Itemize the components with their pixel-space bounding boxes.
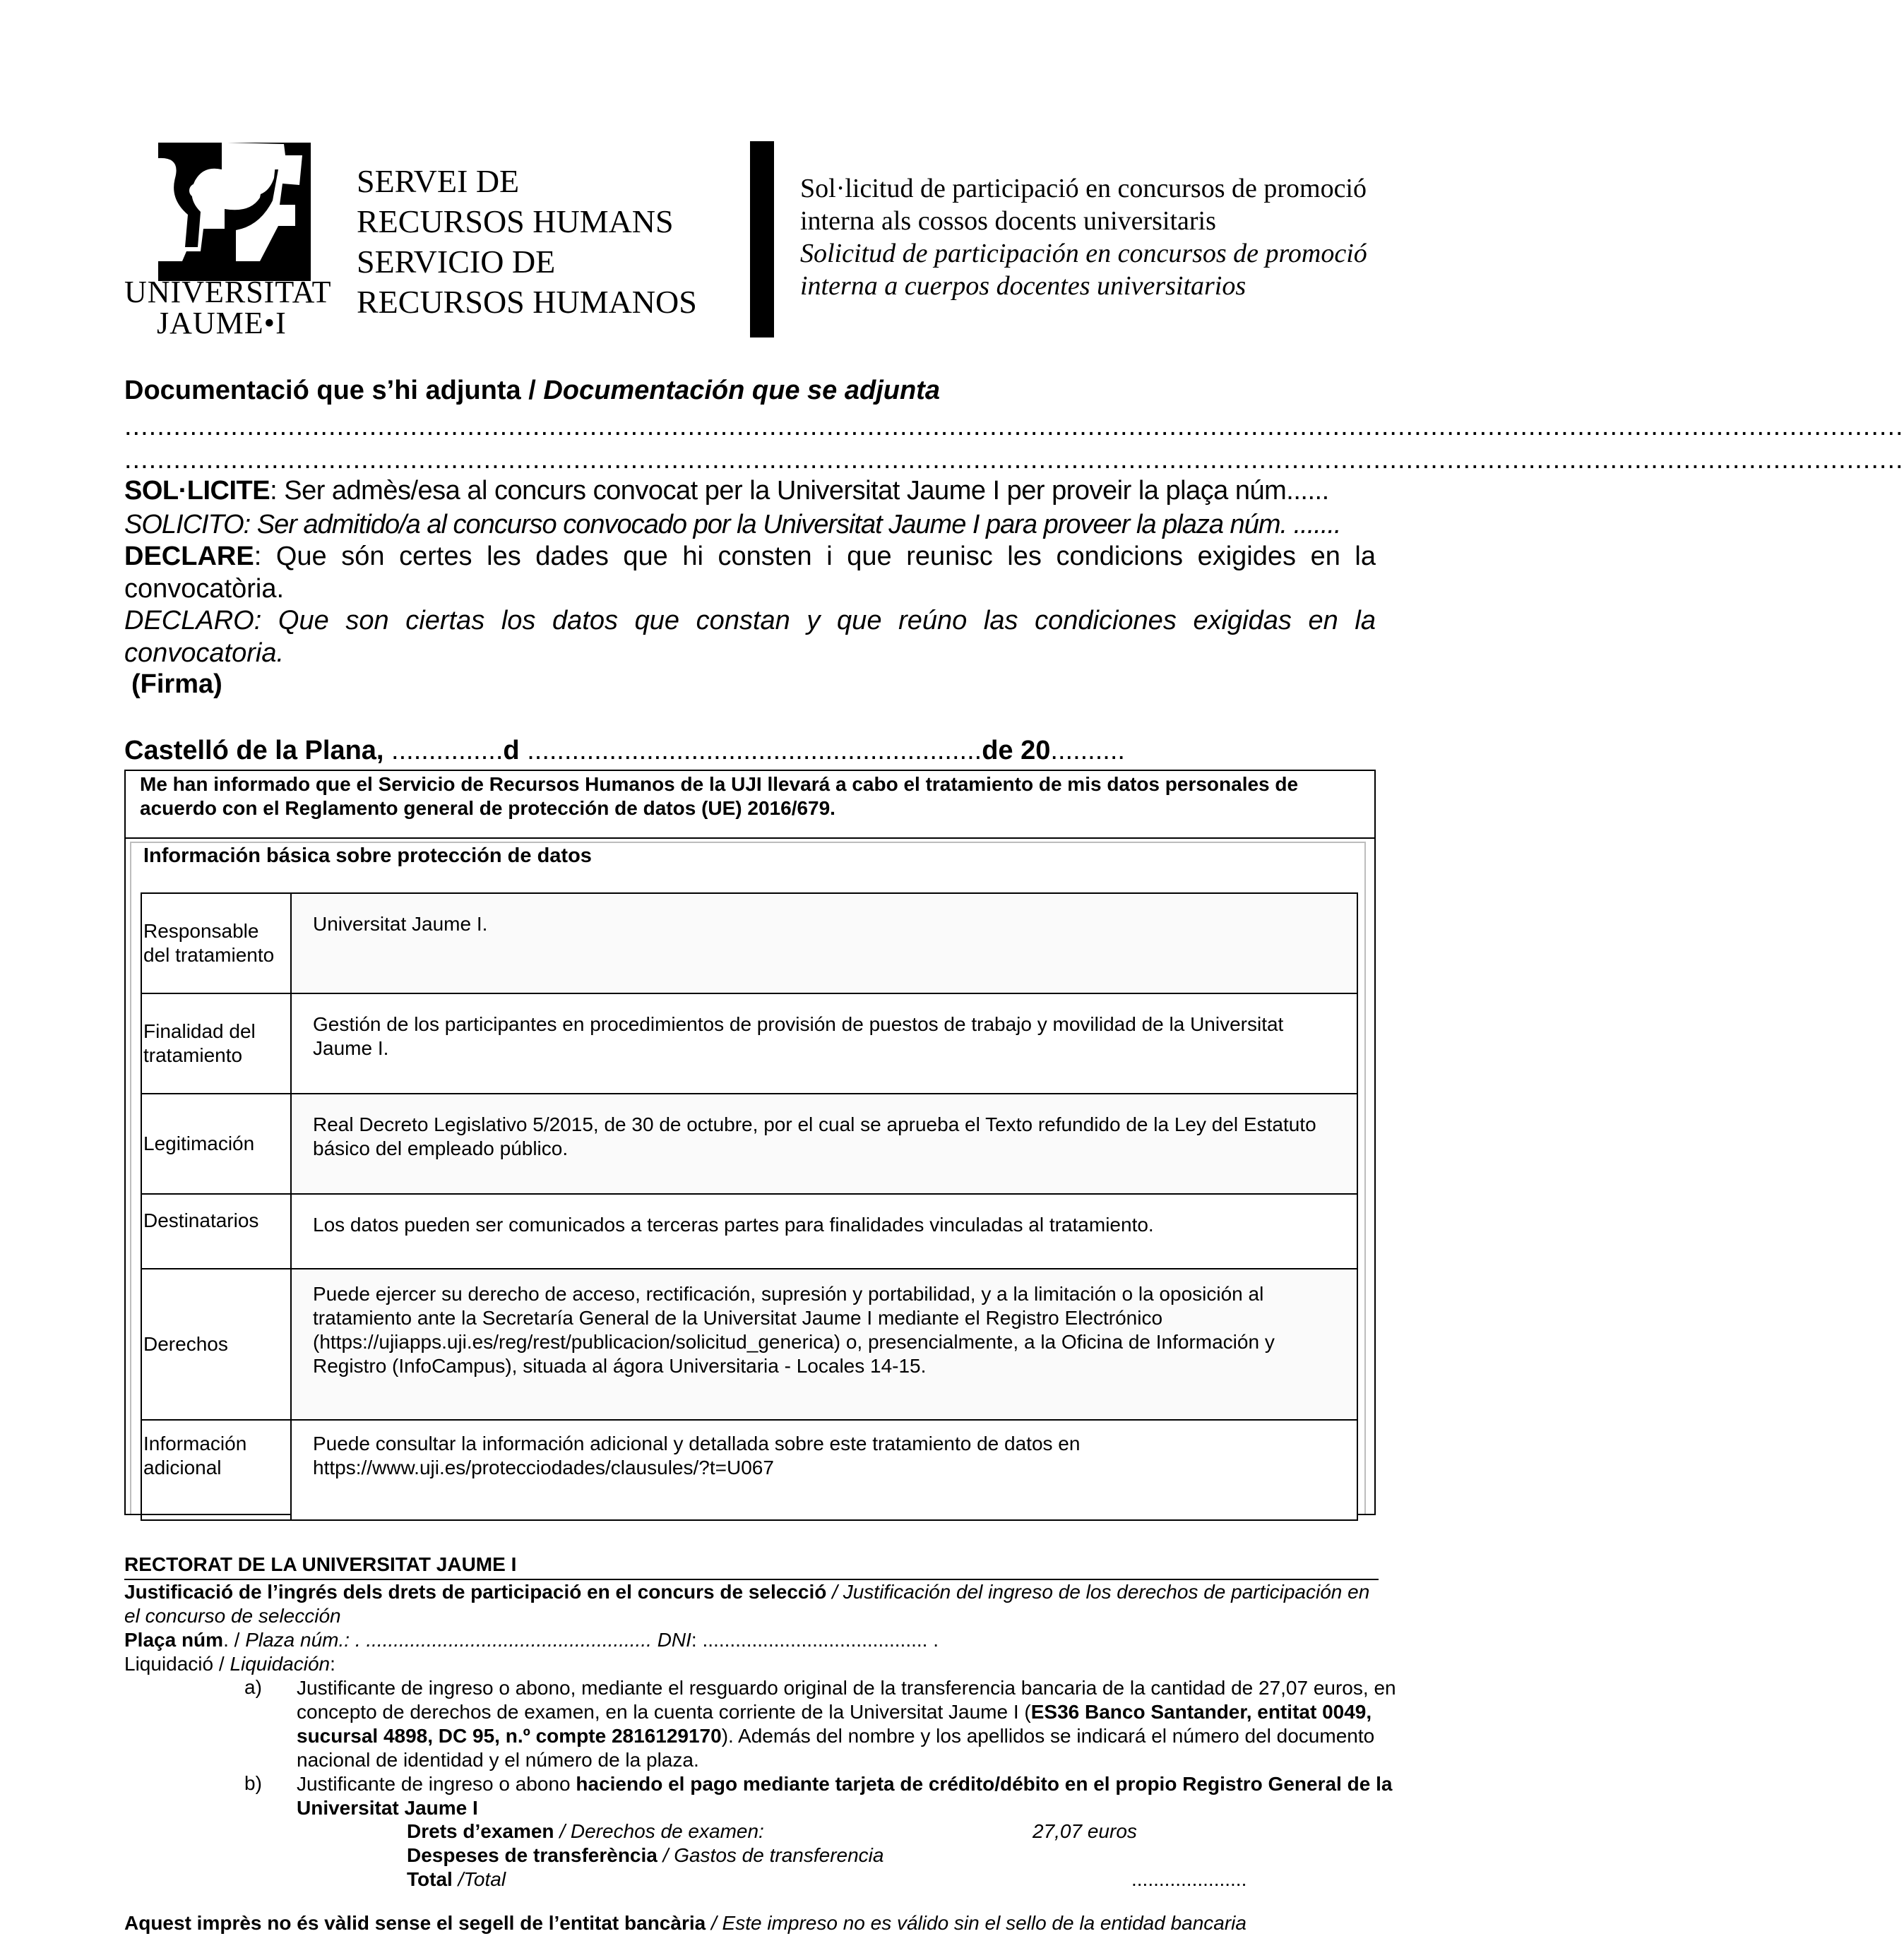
title-spanish-line2: interna a cuerpos docentes universitarios <box>800 271 1246 301</box>
service-line: RECURSOS HUMANOS <box>357 284 697 320</box>
university-name-line1: UNIVERSITAT <box>124 275 332 309</box>
place-label: Castelló de la Plana, <box>124 736 392 765</box>
bank-stamp-note <box>124 1912 1246 1935</box>
fee-exam-value: 27,07 euros <box>1033 1820 1137 1842</box>
year-field[interactable]: .......... <box>1050 736 1125 765</box>
year-prefix: de 20 <box>982 736 1051 765</box>
day-field[interactable]: ............... <box>391 736 504 765</box>
request-catalan <box>124 474 1376 507</box>
justification-catalan: Justificació de l’ingrés dels drets de participació en el concurs de selecció <box>124 1581 827 1603</box>
service-line: SERVICIO DE <box>357 244 556 280</box>
row-value: Puede consultar la información adicional y detallada sobre este tratamiento de datos en https://www.uji.es/protecciodades/clausules/?t=U067 <box>291 1420 1357 1520</box>
fee-exam-catalan: Drets d’examen <box>407 1820 554 1842</box>
table-row <box>141 1420 1357 1520</box>
fee-total <box>407 1868 506 1891</box>
item-b-part1: Justificante de ingreso o abono <box>297 1773 576 1795</box>
data-protection-intro: Me han informado que el Servicio de Recursos Humanos de la UJI llevará a cabo el tratamiento de mis datos personales de acuerdo con el Reglamento general de protección de datos (UE) 2016/679. <box>140 773 1299 819</box>
liquidation-spanish: Liquidación <box>230 1653 331 1675</box>
row-label: Información adicional <box>141 1420 291 1520</box>
university-logo <box>154 141 315 282</box>
declaration-spanish: DECLARO: Que son ciertas los datos que constan y que reúno las condiciones exigidas en la convocatoria. <box>124 606 1376 668</box>
title-catalan-line2: interna als cossos docents universitaris <box>800 206 1216 236</box>
data-protection-table <box>141 892 1358 1521</box>
bank-account: ES36 Banco Santander, entitat 0049, sucursal 4898, DC 95, n.º compte 2816129170 <box>297 1701 1372 1747</box>
liquidation-label <box>124 1652 335 1676</box>
row-value: Gestión de los participantes en procedimientos de provisión de puestos de trabajo y movilidad de la Universitat Jaume I. <box>291 993 1357 1094</box>
row-label: Destinatarios <box>141 1194 291 1269</box>
signature-label: (Firma) <box>131 669 222 699</box>
fee-transfer <box>407 1844 883 1867</box>
fee-transfer-spanish: / Gastos de transferencia <box>657 1844 884 1866</box>
service-name <box>357 161 697 322</box>
declare-text: : Que són certes les dades que hi consten i que reunisc les condicions exigides en la convocatòria. <box>124 542 1376 604</box>
plaza-label: Plaça núm <box>124 1629 224 1651</box>
d-label: d <box>503 736 520 765</box>
row-value: Real Decreto Legislativo 5/2015, de 30 de octubre, por el cual se aprueba el Texto refundido de la Ley del Estatuto básico del empleado público. <box>291 1094 1357 1194</box>
row-value: Universitat Jaume I. <box>291 893 1357 993</box>
item-b-text <box>297 1772 1398 1820</box>
heading-catalan: Documentació que s’hi adjunta / <box>124 376 544 405</box>
note-spanish: / Este impreso no es válido sin el sello de la entidad bancaria <box>706 1912 1246 1934</box>
plaza-sep: . / <box>223 1629 246 1651</box>
table-row <box>141 893 1357 993</box>
row-label: Responsable del tratamiento <box>141 893 291 993</box>
service-line: RECURSOS HUMANS <box>357 203 674 239</box>
month-field[interactable]: ............................................................. <box>527 736 982 765</box>
payment-justification <box>124 1580 1381 1628</box>
fee-total-spanish: /Total <box>452 1868 506 1890</box>
declaration-catalan <box>124 540 1376 605</box>
title-spanish-line1: Solicitud de participación en concursos de promoció <box>800 239 1367 268</box>
row-label: Derechos <box>141 1269 291 1420</box>
fee-total-catalan: Total <box>407 1868 453 1890</box>
row-value: Los datos pueden ser comunicados a terceras partes para finalidades vinculadas al tratamiento. <box>291 1194 1357 1269</box>
request-text: : Ser admès/esa al concurs convocat per la Universitat Jaume I per proveir la plaça núm...... <box>270 476 1329 506</box>
fee-transfer-catalan: Despeses de transferència <box>407 1844 658 1866</box>
liquidation-colon: : <box>330 1653 335 1675</box>
item-a-part1: Justificante de ingreso o abono, mediante el resguardo original de la transferencia bancaria de la cantidad de 27,07 euros, en concepto de derechos de examen, en la cuenta corriente de la Universitat Jaume I ( <box>297 1677 1396 1723</box>
declare-label: DECLARE <box>124 542 254 571</box>
heading-spanish: Documentación que se adjunta <box>543 376 940 405</box>
liquidation-catalan: Liquidació / <box>124 1653 230 1675</box>
dni-label: DNI <box>657 1629 691 1651</box>
place-and-date <box>124 736 1125 766</box>
university-name-line2: JAUME•I <box>157 306 287 340</box>
table-row <box>141 993 1357 1094</box>
attached-documents-line[interactable]: .......................................................................................................................................................................................................................... <box>124 445 1904 474</box>
request-spanish: SOLICITO: Ser admitido/a al concurso convocado por la Universitat Jaume I para proveer la plaza núm. ....... <box>124 510 1341 539</box>
request-label: SOL·LICITE <box>124 476 270 506</box>
attached-documents-line[interactable]: .......................................................................................................................................................................................................................... <box>124 412 1904 441</box>
data-protection-heading: Información básica sobre protección de datos <box>143 844 592 867</box>
plaza-dni-line <box>124 1628 939 1652</box>
item-a-part2: ). Además del nombre y los apellidos se indicará el número del documento nacional de identidad y el número de la plaza. <box>297 1725 1375 1771</box>
fee-exam-spanish: / Derechos de examen: <box>554 1820 764 1842</box>
item-b-letter: b) <box>244 1772 262 1794</box>
item-b-bold: haciendo el pago mediante tarjeta de crédito/débito en el propio Registro General de la Universitat Jaume I <box>297 1773 1393 1819</box>
table-row <box>141 1269 1357 1420</box>
dni-field[interactable]: : ......................................... . <box>691 1629 939 1651</box>
header-divider <box>750 141 774 337</box>
form-title <box>800 172 1367 302</box>
plaza-field[interactable]: Plaza núm.: . .................................................... <box>245 1629 652 1651</box>
row-label: Finalidad del tratamiento <box>141 993 291 1094</box>
note-catalan: Aquest imprès no és vàlid sense el segell de l’entitat bancària <box>124 1912 706 1934</box>
attached-documents-heading <box>124 376 940 406</box>
row-value: Puede ejercer su derecho de acceso, rectificación, supresión y portabilidad, y a la limitación o la oposición al tratamiento ante la Secretaría General de la Universitat Jaume I mediante el Registro Electrónico (https://ujiapps.uji.es/reg/rest/publicacion/solicitud_generica) o, presencialmente, a la Oficina de Información y Registro (InfoCampus), situada al ágora Universitaria - Locales 14-15. <box>291 1269 1357 1420</box>
table-row <box>141 1094 1357 1194</box>
item-a-letter: a) <box>244 1676 262 1698</box>
title-catalan-line1: Sol·licitud de participació en concursos de promoció <box>800 174 1367 203</box>
item-a-text <box>297 1676 1398 1772</box>
box-divider <box>124 837 1374 839</box>
justification-spanish: / Justificación del ingreso de los derechos de participación en el concurso de selección <box>124 1581 1370 1627</box>
rectorat-title: RECTORAT DE LA UNIVERSITAT JAUME I <box>124 1553 517 1575</box>
row-label: Legitimación <box>141 1094 291 1194</box>
table-row <box>141 1194 1357 1269</box>
fee-exam <box>407 1820 764 1843</box>
fee-total-field[interactable]: ..................... <box>1131 1868 1247 1890</box>
service-line: SERVEI DE <box>357 163 520 199</box>
